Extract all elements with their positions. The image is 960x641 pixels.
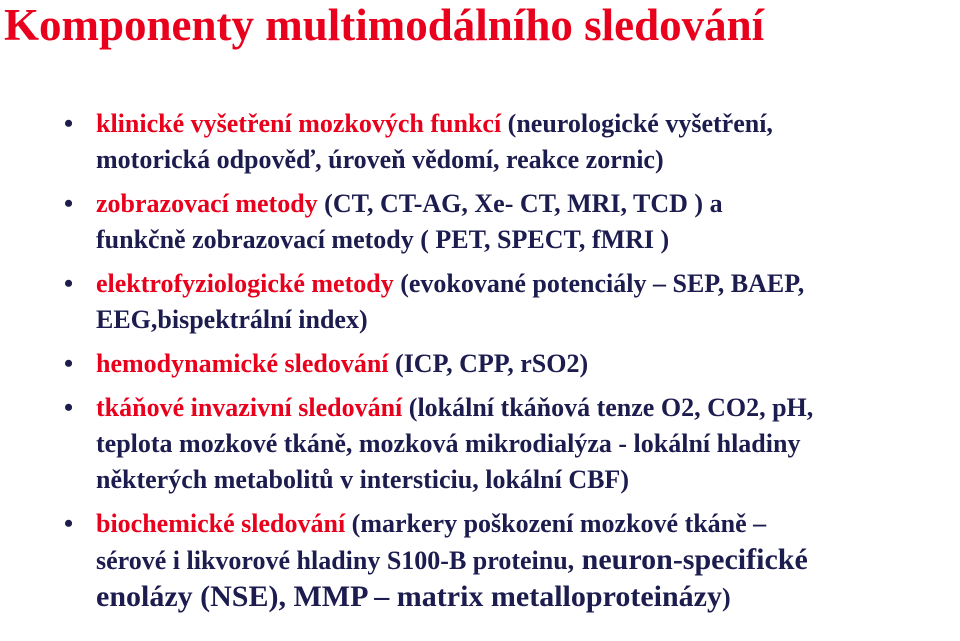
bullet-text: sérové i likvorové hladiny S100-B proteinu, (96, 546, 575, 575)
bullet-text: (ICP, CPP, rSO2) (388, 349, 589, 378)
bullet-text: funkčně zobrazovací metody ( PET, SPECT, fMRI ) (96, 225, 670, 254)
bullet-term: tkáňové invazivní sledování (96, 393, 403, 422)
bullet-text: teplota mozkové tkáně, mozková mikrodialýza - lokální hladiny (96, 429, 801, 458)
bullet-item (60, 266, 955, 338)
bullet-line (96, 106, 955, 142)
bullet-item (60, 506, 955, 616)
bullet-dot-icon: • (64, 189, 74, 218)
bullet-text: EEG,bispektrální index) (96, 305, 368, 334)
bullet-term: elektrofyziologické metody (96, 269, 394, 298)
bullet-line (96, 186, 955, 222)
bullet-text: (evokované potenciály – SEP, BAEP, (393, 269, 805, 298)
bullet-text: neuron-specifické (574, 543, 808, 576)
bullet-text: (lokální tkáňová tenze O2, CO2, pH, (402, 393, 814, 422)
bullet-dot-icon: • (64, 269, 74, 298)
bullet-dot-icon: • (64, 349, 74, 378)
bullet-line (96, 222, 955, 258)
bullet-line (96, 390, 955, 426)
bullet-line (96, 542, 955, 579)
slide-title: Komponenty multimodálního sledování (4, 0, 765, 50)
bullet-text: (markery poškození mozkové tkáně – (345, 509, 767, 538)
bullet-line (96, 346, 955, 382)
bullet-text: motorická odpověď, úroveň vědomí, reakce zornic) (96, 145, 664, 174)
bullet-line (96, 462, 955, 498)
bullet-text: enolázy (NSE), MMP – matrix metalloproteinázy (96, 580, 722, 613)
bullet-dot-icon: • (64, 393, 74, 422)
bullet-item (60, 390, 955, 498)
bullet-line (96, 426, 955, 462)
bullet-item (60, 106, 955, 178)
bullet-text: (neurologické vyšetření, (501, 109, 773, 138)
bullet-line (96, 302, 955, 338)
bullet-text: ) (722, 583, 731, 612)
bullet-line (96, 142, 955, 178)
bullet-term: klinické vyšetření mozkových funkcí (96, 109, 502, 138)
bullet-term: biochemické sledování (96, 509, 346, 538)
bullet-text: (CT, CT-AG, Xe- CT, MRI, TCD ) a (317, 189, 723, 218)
bullet-term: hemodynamické sledování (96, 349, 389, 378)
bullet-line (96, 266, 955, 302)
bullet-dot-icon: • (64, 109, 74, 138)
bullet-list (60, 106, 955, 624)
bullet-line (96, 506, 955, 542)
bullet-item (60, 186, 955, 258)
bullet-text: některých metabolitů v intersticiu, lokální CBF) (96, 465, 629, 494)
bullet-term: zobrazovací metody (96, 189, 318, 218)
bullet-line (96, 579, 955, 616)
bullet-dot-icon: • (64, 509, 74, 538)
bullet-item (60, 346, 955, 382)
